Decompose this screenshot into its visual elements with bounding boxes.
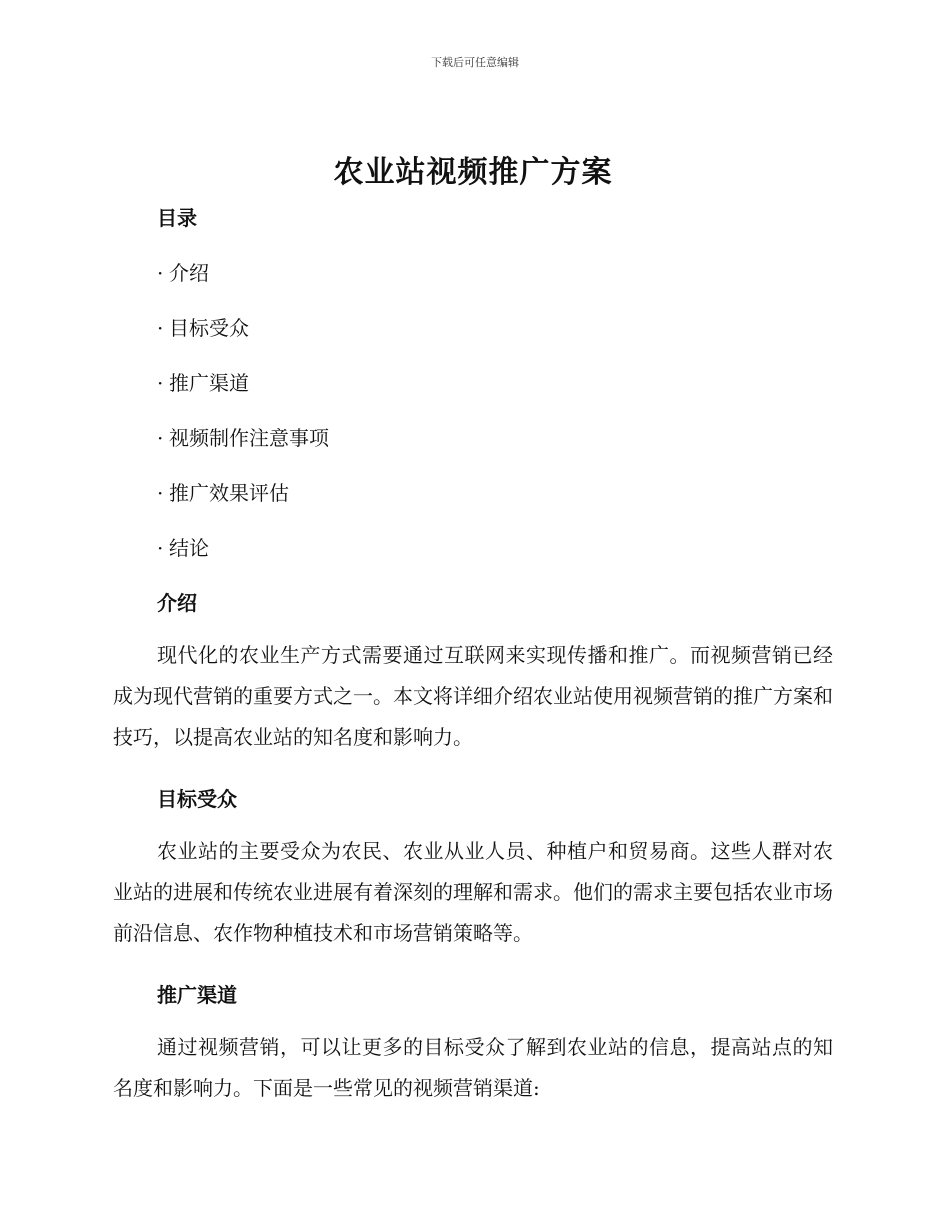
section-paragraph-channels: 通过视频营销，可以让更多的目标受众了解到农业站的信息，提高站点的知名度和影响力。下面是一些常见的视频营销渠道: bbox=[113, 1035, 833, 1100]
toc-item: · 推广效果评估 bbox=[157, 481, 289, 505]
section-heading-audience: 目标受众 bbox=[157, 787, 237, 811]
document-title: 农业站视频推广方案 bbox=[333, 155, 613, 190]
document-body bbox=[113, 152, 833, 1109]
toc-item: · 视频制作注意事项 bbox=[157, 426, 329, 450]
toc-heading: 目录 bbox=[157, 206, 197, 230]
section-heading-intro: 介绍 bbox=[157, 591, 197, 615]
section-paragraph-intro: 现代化的农业生产方式需要通过互联网来实现传播和推广。而视频营销已经成为现代营销的重要方式之一。本文将详细介绍农业站使用视频营销的推广方案和技巧，以提高农业站的知名度和影响力。 bbox=[113, 643, 833, 749]
toc-item: · 目标受众 bbox=[157, 316, 249, 340]
section-heading-channels: 推广渠道 bbox=[157, 983, 237, 1007]
page-header-note: 下载后可任意编辑 bbox=[431, 56, 519, 69]
section-paragraph-audience: 农业站的主要受众为农民、农业从业人员、种植户和贸易商。这些人群对农业站的进展和传统农业进展有着深刻的理解和需求。他们的需求主要包括农业市场前沿信息、农作物种植技术和市场营销策略等。 bbox=[113, 839, 833, 945]
toc-item: · 结论 bbox=[157, 536, 209, 560]
table-of-contents bbox=[113, 259, 833, 562]
toc-item: · 介绍 bbox=[157, 261, 209, 285]
toc-item: · 推广渠道 bbox=[157, 371, 249, 395]
